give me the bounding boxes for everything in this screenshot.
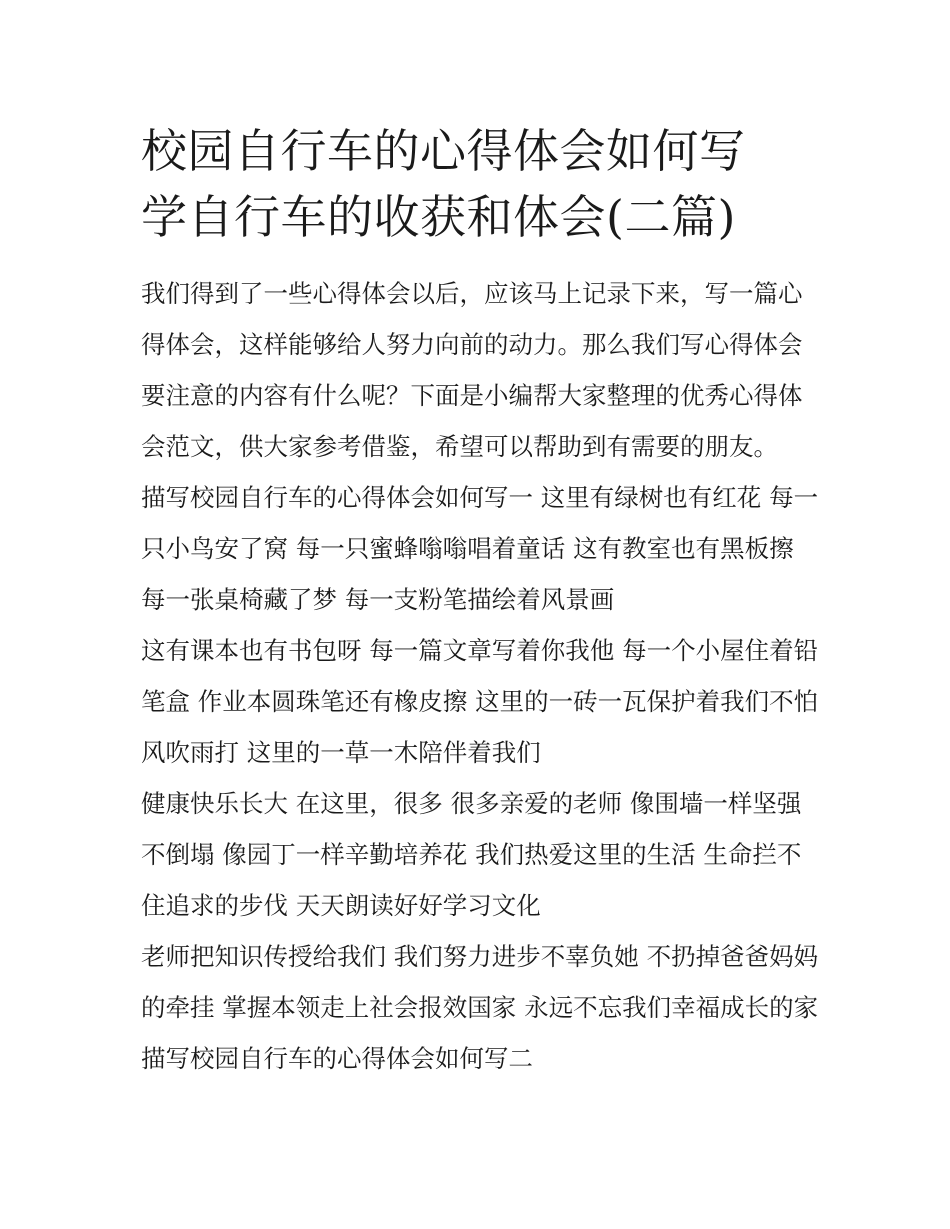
document-content xyxy=(141,118,821,1084)
body-paragraph-3: 健康快乐长大 在这里，很多 很多亲爱的老师 像围墙一样坚强不倒塌 像园丁一样辛勤培养花 我们热爱这里的生活 生命拦不住追求的步伐 天天朗读好好学习文化 xyxy=(141,789,802,920)
body-paragraph-2: 这有课本也有书包呀 每一篇文章写着你我他 每一个小屋住着铅笔盒 作业本圆珠笔还有橡皮擦 这里的一砖一瓦保护着我们不怕风吹雨打 这里的一草一木陪伴着我们 xyxy=(141,636,819,767)
document-title xyxy=(141,118,821,250)
document-body xyxy=(141,268,821,1084)
body-paragraph-4: 老师把知识传授给我们 我们努力进步不辜负她 不扔掉爸爸妈妈的牵挂 掌握本领走上社会报效国家 永远不忘我们幸福成长的家 描写校园自行车的心得体会如何写二 xyxy=(141,942,819,1073)
title-line-2: 学自行车的收获和体会(二篇) xyxy=(141,190,736,244)
body-paragraph-1: 描写校园自行车的心得体会如何写一 这里有绿树也有红花 每一只小鸟安了窝 每一只蜜蜂嗡嗡唱着童话 这有教室也有黑板擦 每一张桌椅藏了梦 每一支粉笔描绘着风景画 xyxy=(141,483,819,614)
title-line-1: 校园自行车的心得体会如何写 xyxy=(141,124,746,178)
intro-paragraph: 我们得到了一些心得体会以后，应该马上记录下来，写一篇心得体会，这样能够给人努力向前的动力。那么我们写心得体会要注意的内容有什么呢？下面是小编帮大家整理的优秀心得体会范文，供大家参考借鉴，希望可以帮助到有需要的朋友。 xyxy=(141,279,803,461)
